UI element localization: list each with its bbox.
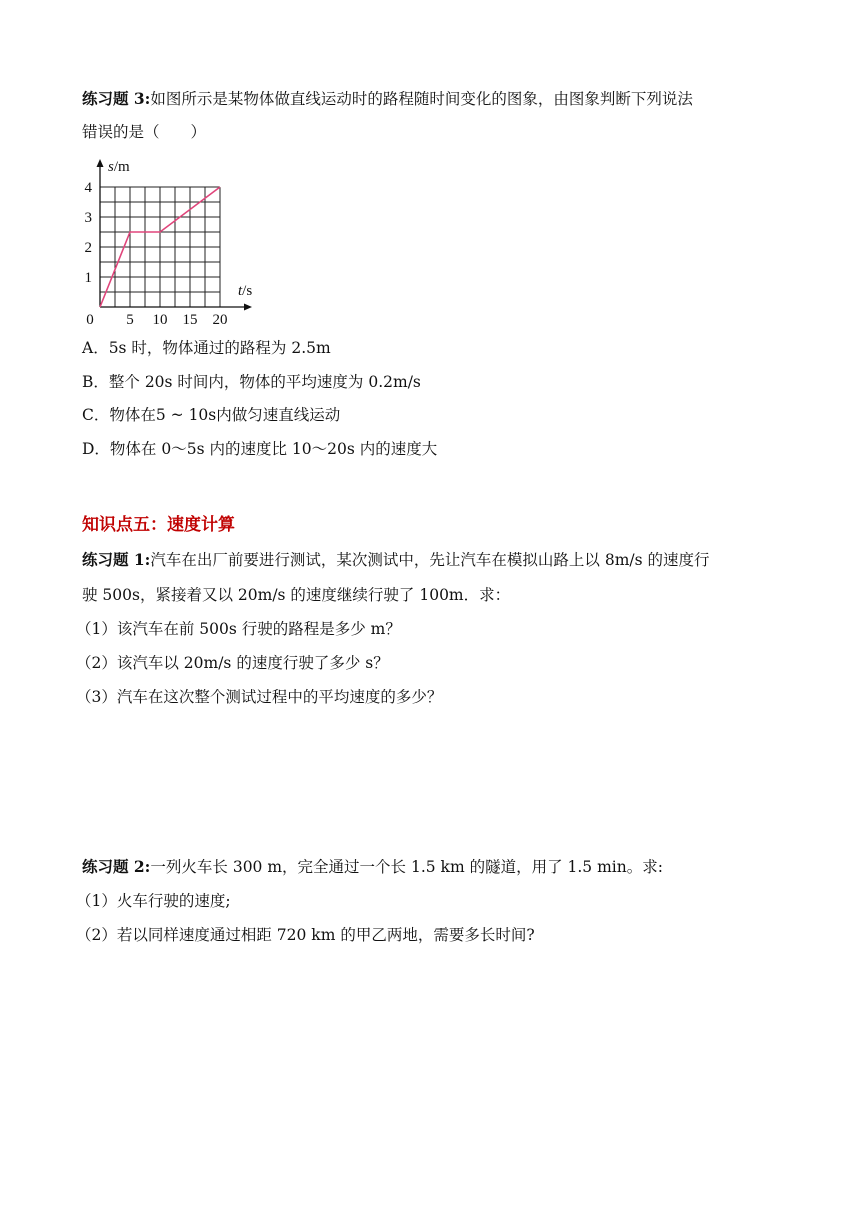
distance-time-chart	[78, 152, 278, 330]
x-tick-label: 10	[152, 312, 168, 328]
origin-label: 0	[86, 312, 94, 328]
ex2-stem-line	[82, 856, 663, 878]
y-axis-label: s/m	[108, 159, 130, 175]
ex3-option-d: D．物体在 0～5s 内的速度比 10～20s 内的速度大	[82, 440, 438, 458]
ex3-option-b: B．整个 20s 时间内，物体的平均速度为 0.2m/s	[82, 373, 421, 391]
ex1-stem-line-2: 驶 500s，紧接着又以 20m/s 的速度继续行驶了 100m．求：	[82, 586, 511, 604]
x-axis-arrow	[244, 304, 252, 311]
ex3-stem-1: 如图所示是某物体做直线运动时的路程随时间变化的图象，由图象判断下列说法	[150, 90, 693, 108]
x-axis-label: t/s	[238, 283, 253, 299]
chart-axes	[97, 159, 253, 311]
ex1-question-1: （1）该汽车在前 500s 行驶的路程是多少 m？	[76, 620, 401, 638]
y-tick-label: 3	[84, 210, 92, 226]
ex1-label: 练习题 1:	[82, 550, 151, 569]
x-tick-label: 5	[126, 312, 134, 328]
y-tick-label: 2	[84, 240, 92, 256]
section-title: 知识点五：速度计算	[82, 515, 235, 535]
ex3-option-a: A．5s 时，物体通过的路程为 2.5m	[82, 339, 331, 357]
ex2-question-2: （2）若以同样速度通过相距 720 km 的甲乙两地，需要多长时间?	[76, 926, 535, 944]
x-tick-label: 15	[182, 312, 198, 328]
ex3-option-c: C．物体在5 ~ 10s内做匀速直线运动	[82, 406, 341, 424]
ex3-stem-line-1	[82, 88, 693, 110]
y-axis-arrow	[97, 159, 104, 167]
ex2-stem: 一列火车长 300 m，完全通过一个长 1.5 km 的隧道，用了 1.5 min。求:	[150, 858, 663, 876]
ex2-question-1: （1）火车行驶的速度;	[76, 892, 231, 910]
ex1-stem-1: 汽车在出厂前要进行测试，某次测试中，先让汽车在模拟山路上以 8m/s 的速度行	[150, 551, 710, 569]
chart-grid	[100, 187, 220, 307]
ex3-stem-line-2: 错误的是（ ）	[82, 123, 207, 141]
ex1-question-2: （2）该汽车以 20m/s 的速度行驶了多少 s？	[76, 654, 389, 672]
ex3-label: 练习题 3:	[82, 89, 151, 108]
y-tick-label: 1	[84, 270, 92, 286]
ex1-stem-line-1	[82, 549, 710, 571]
x-tick-label: 20	[212, 312, 228, 328]
y-tick-label: 4	[84, 180, 92, 196]
ex1-question-3: （3）汽车在这次整个测试过程中的平均速度的多少？	[76, 688, 443, 706]
ex2-label: 练习题 2:	[82, 857, 151, 876]
